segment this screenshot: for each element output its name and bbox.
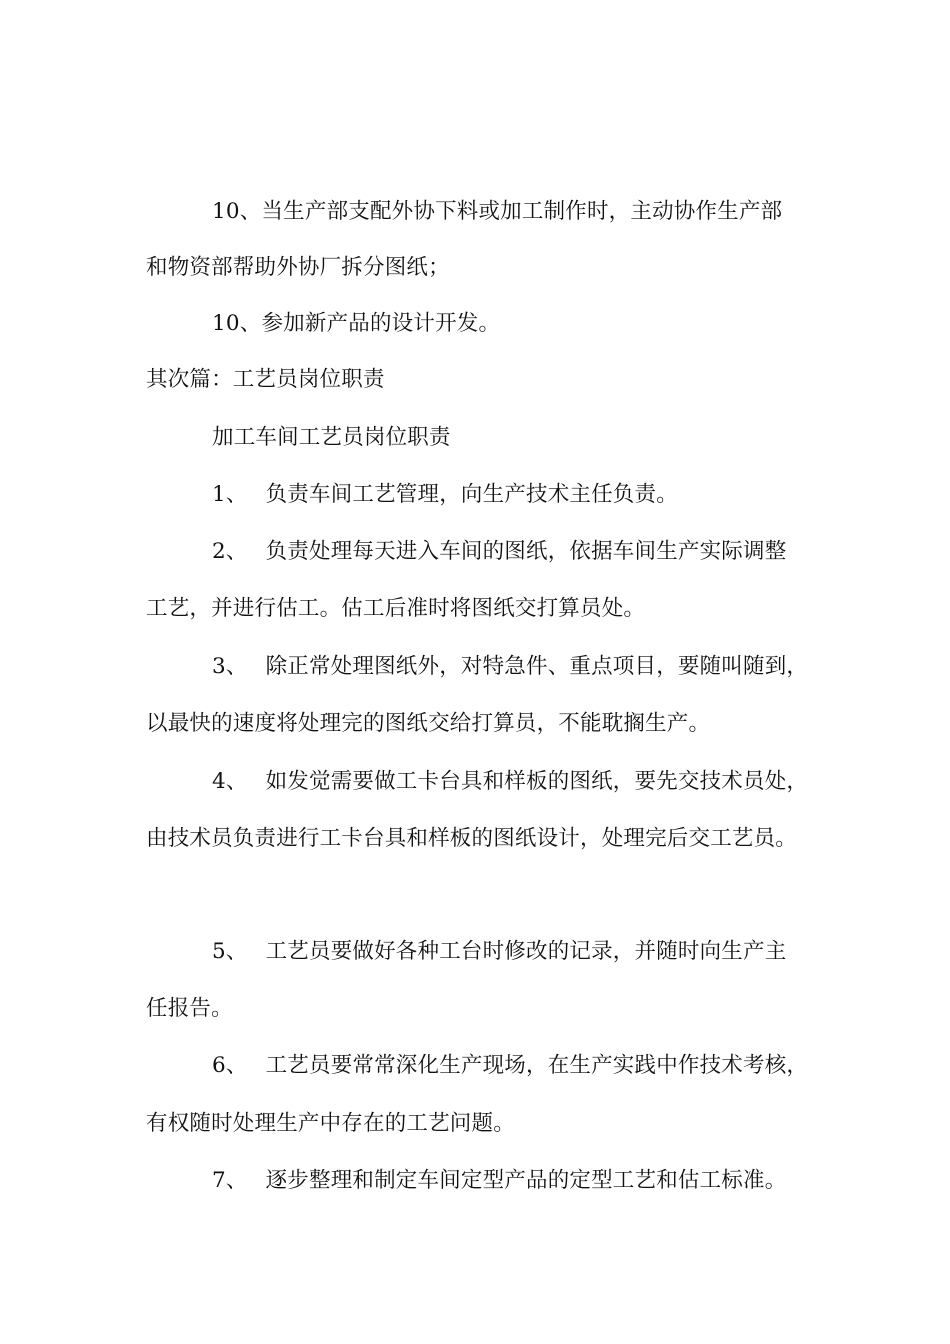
line-text: 如发觉需要做工卡台具和样板的图纸，要先交技术员处， bbox=[265, 769, 809, 794]
item-number: 4、 bbox=[212, 769, 248, 794]
item-number: 10、 bbox=[212, 199, 262, 224]
line-text: 工艺员要常常深化生产现场，在生产实践中作技术考核， bbox=[265, 1053, 809, 1078]
paragraph-line bbox=[146, 253, 450, 283]
item-number: 5、 bbox=[212, 939, 248, 964]
item-number: 10、 bbox=[212, 311, 262, 336]
line-text: 负责车间工艺管理，向生产技术主任负责。 bbox=[265, 482, 678, 507]
line-text: 和物资部帮助外协厂拆分图纸； bbox=[146, 255, 450, 280]
paragraph-line bbox=[212, 767, 808, 797]
item-number: 2、 bbox=[212, 539, 248, 564]
line-text: 以最快的速度将处理完的图纸交给打算员，不能耽搁生产。 bbox=[146, 711, 711, 736]
line-text: 除正常处理图纸外，对特急件、重点项目，要随叫随到， bbox=[265, 654, 809, 679]
line-text: 任报告。 bbox=[146, 996, 233, 1021]
item-number: 1、 bbox=[212, 482, 248, 507]
line-text: 有权随时处理生产中存在的工艺问题。 bbox=[146, 1111, 515, 1136]
item-number: 7、 bbox=[212, 1168, 248, 1193]
paragraph-line bbox=[146, 824, 797, 854]
paragraph-line bbox=[146, 709, 710, 739]
section-heading bbox=[146, 365, 385, 395]
line-text: 工艺员要做好各种工台时修改的记录，并随时向生产主 bbox=[265, 939, 787, 964]
line-text: 其次篇：工艺员岗位职责 bbox=[146, 367, 385, 392]
line-text: 参加新产品的设计开发。 bbox=[261, 311, 501, 336]
paragraph-line bbox=[212, 480, 678, 510]
paragraph-line bbox=[146, 994, 233, 1024]
paragraph-line bbox=[212, 197, 782, 227]
line-text: 加工车间工艺员岗位职责 bbox=[212, 425, 451, 450]
line-text: 由技术员负责进行工卡台具和样板的图纸设计，处理完后交工艺员。 bbox=[146, 826, 798, 851]
paragraph-line bbox=[212, 652, 808, 682]
line-text: 工艺，并进行估工。估工后准时将图纸交打算员处。 bbox=[146, 596, 646, 621]
item-number: 6、 bbox=[212, 1053, 248, 1078]
line-text: 负责处理每天进入车间的图纸，依据车间生产实际调整 bbox=[265, 539, 787, 564]
paragraph-line bbox=[212, 937, 786, 967]
line-text: 逐步整理和制定车间定型产品的定型工艺和估工标准。 bbox=[265, 1168, 787, 1193]
item-number: 3、 bbox=[212, 654, 248, 679]
paragraph-line bbox=[212, 1051, 808, 1081]
line-text: 当生产部支配外协下料或加工制作时，主动协作生产部 bbox=[261, 199, 783, 224]
paragraph-line bbox=[146, 594, 645, 624]
paragraph-line bbox=[146, 1109, 515, 1139]
paragraph-line bbox=[212, 537, 786, 567]
paragraph-line bbox=[212, 309, 500, 339]
subsection-heading bbox=[212, 423, 451, 453]
paragraph-line bbox=[212, 1166, 786, 1196]
